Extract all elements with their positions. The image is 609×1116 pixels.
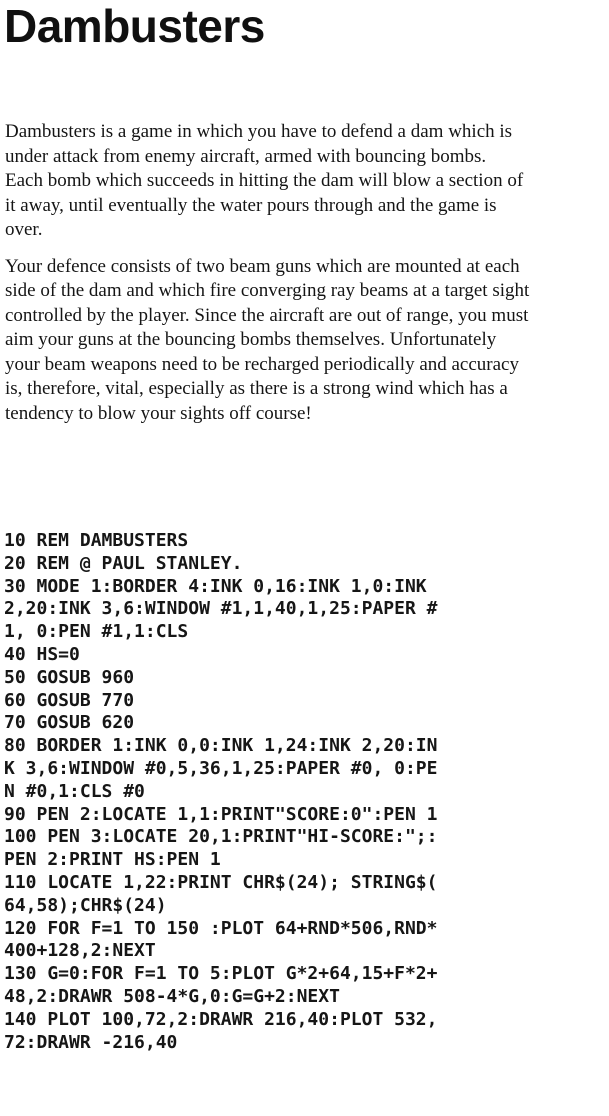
code-line: 140 PLOT 100,72,2:DRAWR 216,40:PLOT 532,	[4, 1008, 438, 1030]
intro-paragraph: Your defence consists of two beam guns which are mounted at each side of the dam and which fire converging ray beams at a target sight controlled by the player. Since the aircraft are out of range, you must aim your guns at the bouncing bombs themselves. Unfortunately your beam weapons need to be recharged periodically and accuracy is, therefore, vital, especially as there is a strong wind which has a tendency to blow your sights off course!	[5, 255, 530, 424]
code-line: PEN 2:PRINT HS:PEN 1	[4, 849, 221, 871]
code-line: 1, 0:PEN #1,1:CLS	[4, 621, 189, 643]
code-line: 120 FOR F=1 TO 150 :PLOT 64+RND*506,RND*	[4, 917, 438, 939]
code-line: 50 GOSUB 960	[4, 666, 135, 688]
code-line: 110 LOCATE 1,22:PRINT CHR$(24); STRING$(	[4, 871, 438, 893]
intro-text	[5, 120, 605, 438]
code-line: 48,2:DRAWR 508-4*G,0:G=G+2:NEXT	[4, 985, 340, 1007]
code-line: 70 GOSUB 620	[4, 712, 135, 734]
code-line: 2,20:INK 3,6:WINDOW #1,1,40,1,25:PAPER #	[4, 598, 438, 620]
code-line: 80 BORDER 1:INK 0,0:INK 1,24:INK 2,20:IN	[4, 735, 438, 757]
code-line: 100 PEN 3:LOCATE 20,1:PRINT"HI-SCORE:";:	[4, 826, 438, 848]
page-title: Dambusters	[4, 0, 265, 52]
code-line: 40 HS=0	[4, 643, 80, 665]
code-line: 90 PEN 2:LOCATE 1,1:PRINT"SCORE:0":PEN 1	[4, 803, 438, 825]
code-line: N #0,1:CLS #0	[4, 780, 145, 802]
code-line: 20 REM @ PAUL STANLEY.	[4, 552, 243, 574]
code-line: 30 MODE 1:BORDER 4:INK 0,16:INK 1,0:INK	[4, 575, 427, 597]
code-line: 10 REM DAMBUSTERS	[4, 530, 189, 551]
code-line: K 3,6:WINDOW #0,5,36,1,25:PAPER #0, 0:PE	[4, 757, 438, 779]
code-line: 60 GOSUB 770	[4, 689, 135, 711]
code-line: 72:DRAWR -216,40	[4, 1031, 178, 1053]
program-listing	[4, 530, 607, 1054]
intro-paragraph: Dambusters is a game in which you have to defend a dam which is under attack from enemy aircraft, armed with bouncing bombs. Each bomb which succeeds in hitting the dam will blow a section of it away, until eventually the water pours through and the game is over.	[5, 121, 524, 240]
code-line: 130 G=0:FOR F=1 TO 5:PLOT G*2+64,15+F*2+	[4, 963, 438, 985]
code-line: 64,58);CHR$(24)	[4, 894, 167, 916]
code-line: 400+128,2:NEXT	[4, 940, 156, 962]
